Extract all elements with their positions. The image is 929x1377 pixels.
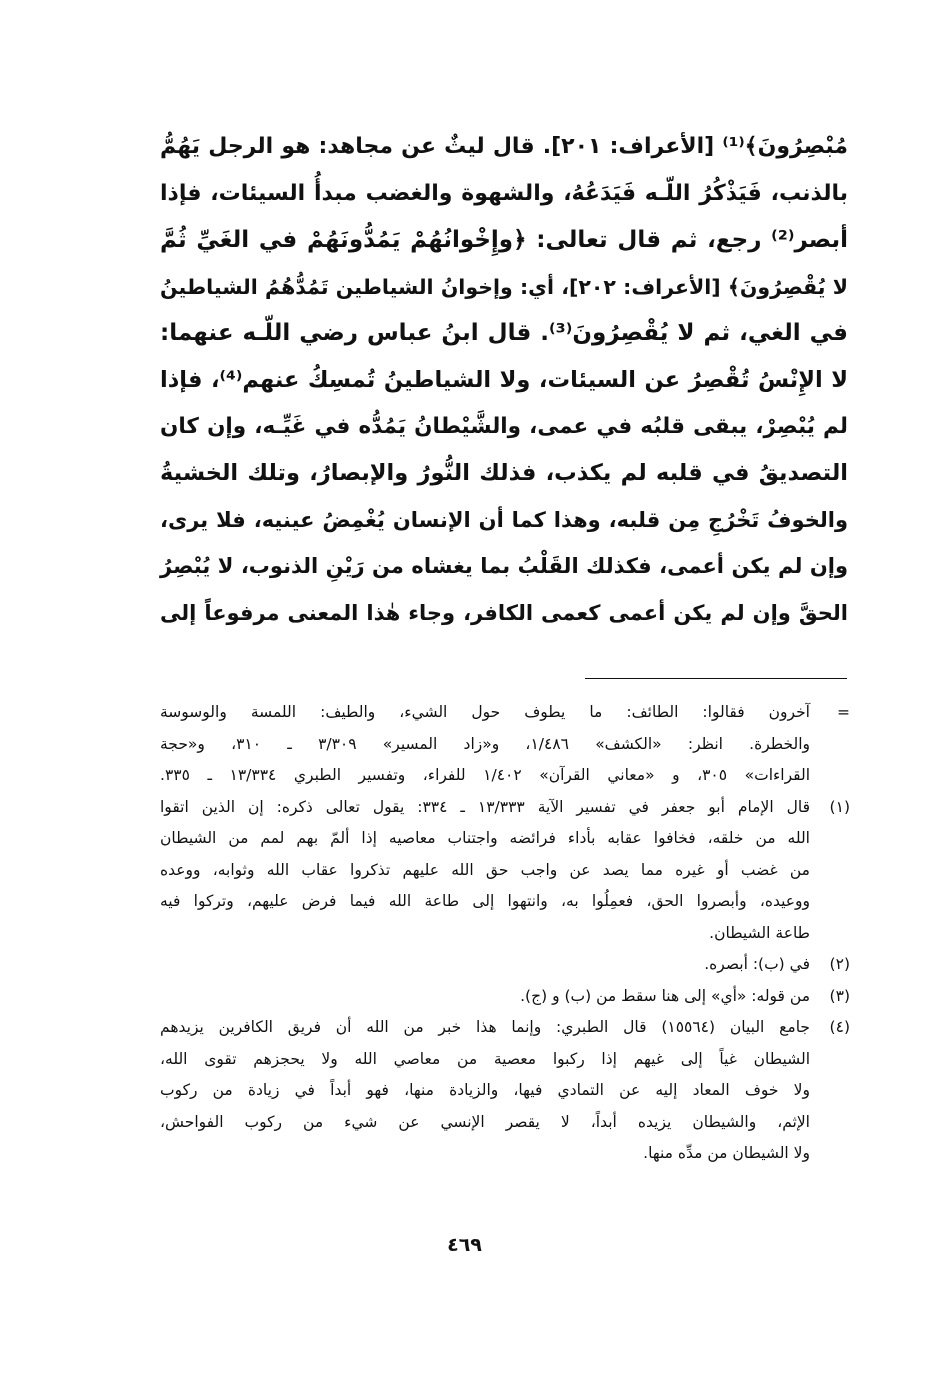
main-text-line: والخوفُ تَخْرُجِ مِن قلبه، وهذا كما أن الإنسان يُغْمِضُ عينيه، فلا يرى،	[160, 507, 848, 532]
footnote-line: ولا خوف المعاد إليه عن التمادي فيها، والزيادة منها، فهو أبداً في زيادة من ركوب	[160, 1081, 810, 1099]
footnote-line: آخرون فقالوا: الطائف: ما يطوف حول الشيء، والطيف: اللمسة والوسوسة	[160, 703, 810, 721]
footnote-line: الشيطان غياً إلى غيهم إذا ركبوا معصية من معاصي الله ولا يحجزهم تقوى الله،	[160, 1049, 810, 1068]
footnote-line: من قوله: «أي» إلى هنا سقط من (ب) و (ج).	[520, 986, 810, 1005]
footnote-line: طاعة الشيطان.	[709, 923, 810, 942]
page-number: ٤٦٩	[447, 1234, 482, 1256]
main-text-line: بالذنب، فَيَذْكُرُ اللّـه فَيَدَعُهُ، والشهوة والغضب مبدأُ السيئات، فإذا	[160, 180, 848, 206]
footnote	[160, 792, 850, 950]
footnote-marker: (٤)	[829, 1018, 850, 1036]
footnote-marker: (١)	[829, 797, 850, 816]
footnote-line: القراءات» ٣٠٥، و «معاني القرآن» ١/٤٠٢ للفراء، وتفسير الطبري ١٣/٣٣٤ ـ ٣٣٥.	[160, 766, 811, 784]
footnotes-section	[160, 697, 850, 1170]
main-text-line: وإن لم يكن أعمى، فكذلك القَلْبُ بما يغشاه من رَيْنِ الذنوب، لا يُبْصِرُ	[160, 554, 848, 579]
main-text-line: لم يُبْصِرْ، يبقى قلبُه في عمى، والشَّيْطانُ يَمُدُّه في غَيِّـه، وإن كان	[160, 413, 848, 439]
main-text-line: لا يُقْصِرُونَ﴾ [الأعراف: ٢٠٢]، أي: وإخوانُ الشياطين تَمُدُّهُمُ الشياطينُ	[160, 274, 848, 299]
footnote-line: الله من خلقه، فخافوا عقابه بأداء فرائضه واجتناب معاصيه إذا ألمّ بهم لمم من الشيطان	[160, 829, 810, 847]
footnote-line: والخطرة. انظر: «الكشف» ١/٤٨٦، و«زاد المسير» ٣/٣٠٩ ـ ٣١٠، و«حجة	[160, 734, 811, 753]
footnote-marker: =	[837, 703, 850, 721]
footnote-line: الإثم، والشيطان يزيده أبداً، لا يقصر الإنسي عن شيء من ركوب الفواحش،	[160, 1112, 810, 1131]
footnote-line: ولا الشيطان من مدِّه منها.	[643, 1144, 810, 1162]
footnote	[160, 981, 850, 1013]
footnote-marker: (٢)	[829, 955, 850, 973]
main-text-line: لا الإِنْسُ تُقْصِرُ عن السيئات، ولا الشياطينُ تُمسِكُ عنهم⁽⁴⁾، فإذا	[160, 366, 848, 393]
footnote-line: ووعيده، وأبصروا الحق، فعمِلُوا به، وانتهوا إلى طاعة الله فيما فرض عليهم، وتركوا فيه	[160, 892, 810, 910]
footnote-separator	[585, 678, 847, 679]
main-text-line: مُبْصِرُونَ﴾⁽¹⁾ [الأعراف: ٢٠١]. قال ليثٌ عن مجاهد: هو الرجل يَهُمُّ	[160, 134, 848, 159]
footnote-marker: (٣)	[829, 986, 850, 1005]
footnote-line: من غضب أو غيره مما يصد عن واجب حق الله عليهم تذكروا عقاب الله وثوابه، ووعده	[160, 860, 810, 879]
footnote-line: جامع البيان (١٥٥٦٤) قال الطبري: وإنما هذا خبر من الله أن فريق الكافرين يزيدهم	[160, 1018, 810, 1036]
main-text-line: الحقَّ وإن لم يكن أعمى كعمى الكافر، وجاء هٰذا المعنى مرفوعاً إلى	[160, 600, 848, 625]
footnote	[160, 697, 850, 792]
main-text-body	[160, 124, 848, 637]
main-text-line: في الغي، ثم لا يُقْصِرُونَ⁽³⁾. قال ابنُ عباس رضي اللّـه عنهما:	[160, 320, 848, 347]
main-text-line: أبصر⁽²⁾ رجع، ثم قال تعالى: ﴿وإِخْوانُهُمْ يَمُدُّونَهُمْ في الغَيِّ ثُمَّ	[160, 227, 848, 254]
main-text-line: التصديقُ في قلبه لم يكذب، فذلك النُّورُ والإبصارُ، وتلك الخشيةُ	[160, 460, 848, 487]
footnote	[160, 949, 850, 981]
footnote	[160, 1012, 850, 1170]
footnote-line: قال الإمام أبو جعفر في تفسير الآية ١٣/٣٣٣ ـ ٣٣٤: يقول تعالى ذكره: إن الذين اتقوا	[160, 797, 810, 816]
footnote-line: في (ب): أبصره.	[704, 955, 810, 973]
